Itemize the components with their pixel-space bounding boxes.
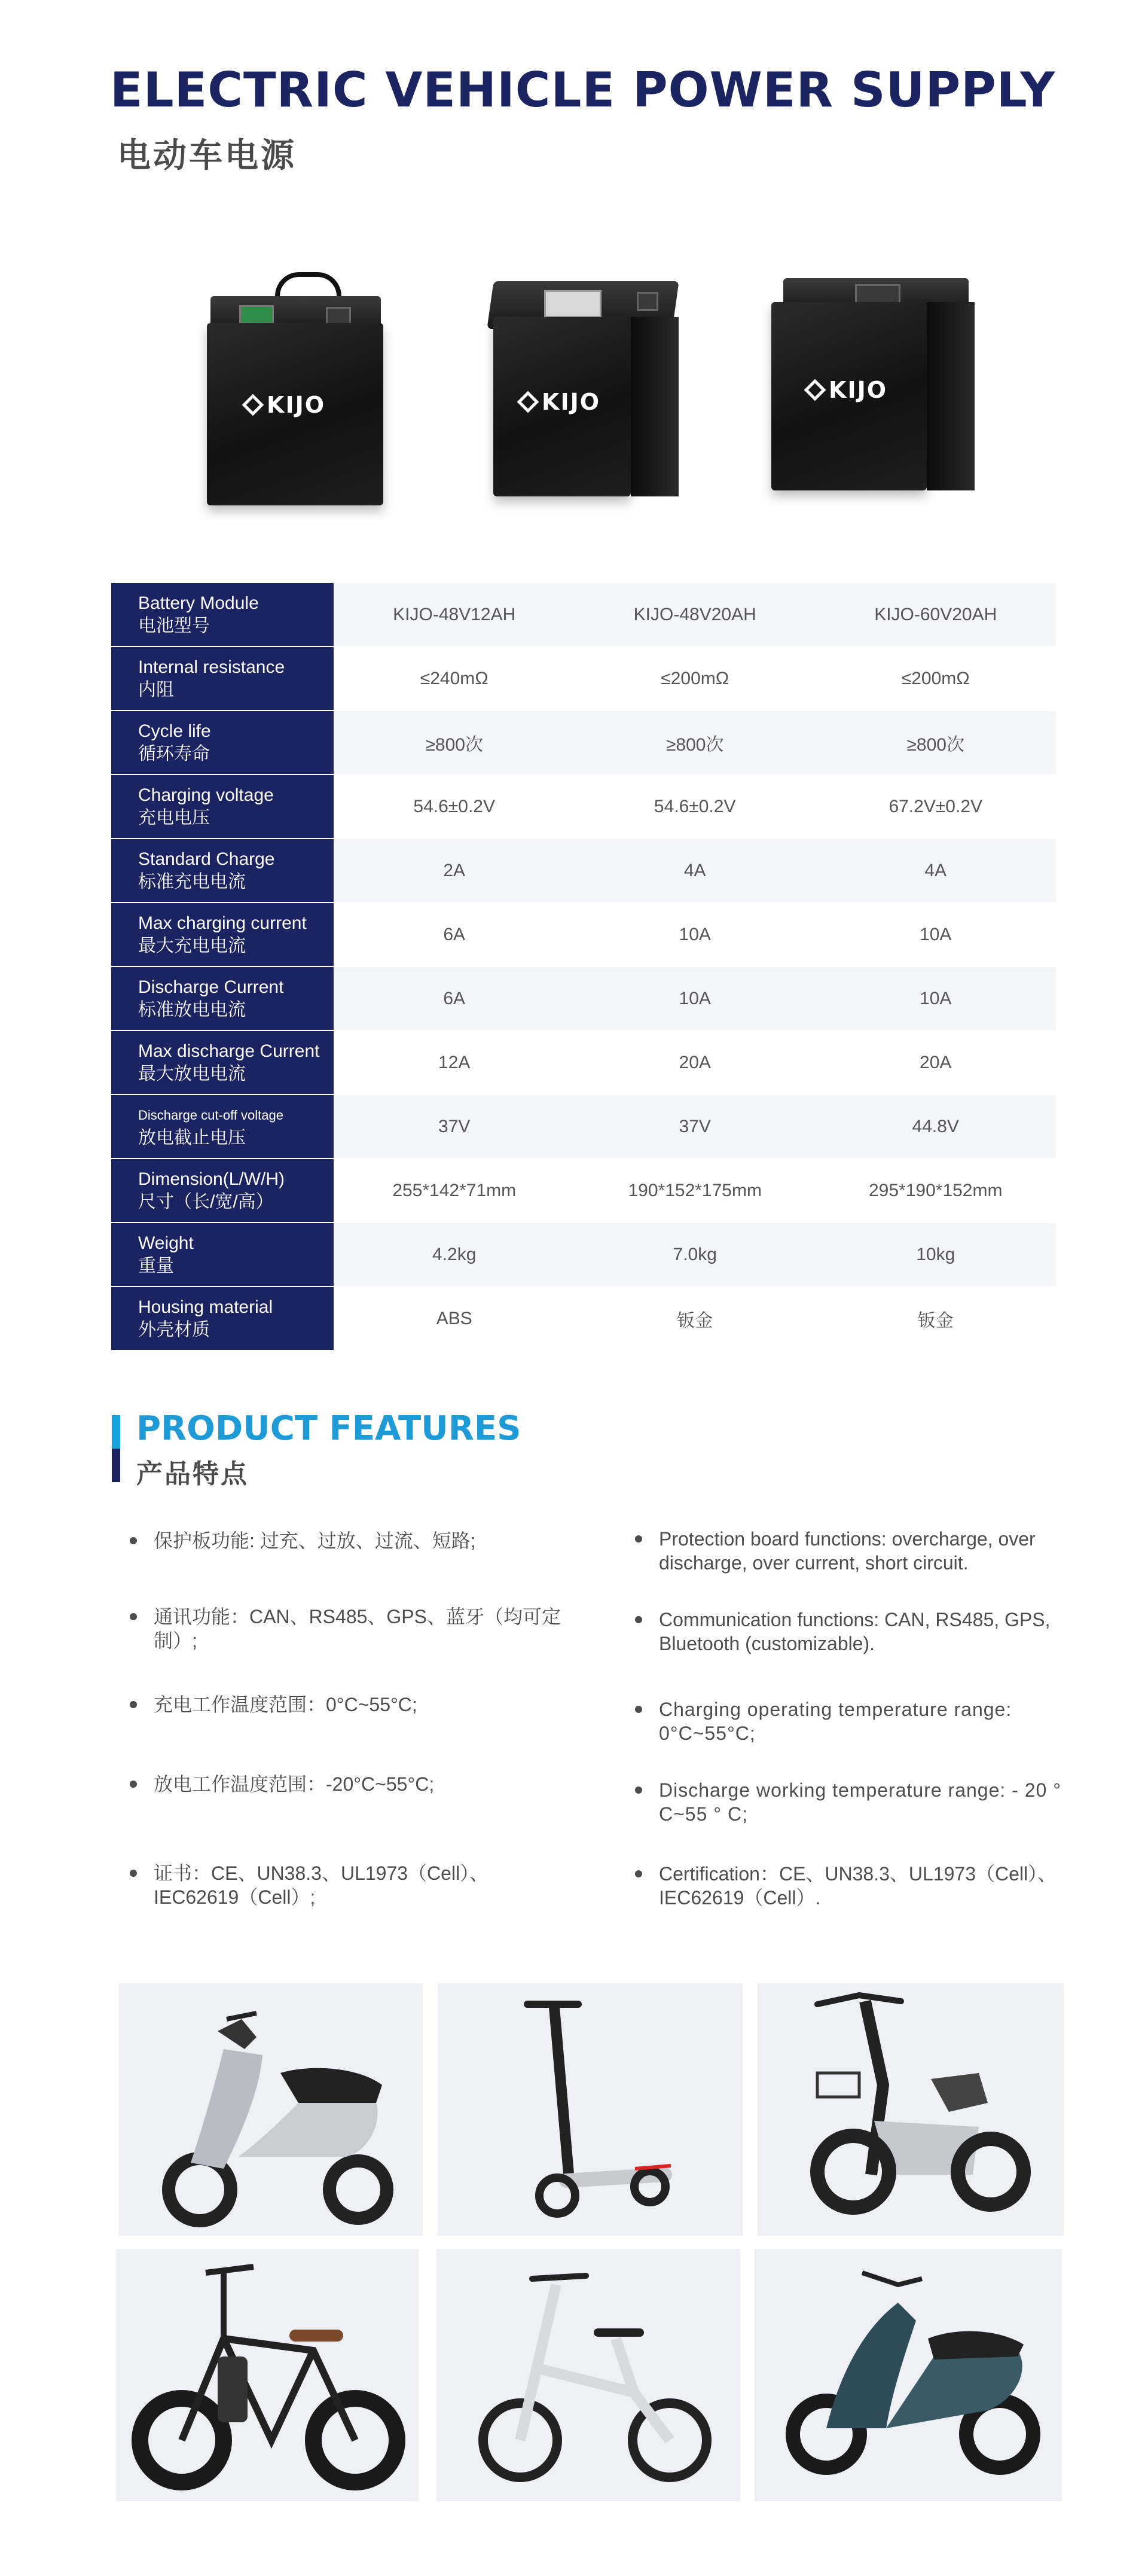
- spec-value: ≤240mΩ: [334, 647, 575, 711]
- page-title: ELECTRIC VEHICLE POWER SUPPLY: [110, 62, 1056, 118]
- spec-label-en: Max charging current: [138, 913, 307, 933]
- spec-label-cn: 充电电压: [138, 807, 210, 828]
- spec-value: 10A: [815, 967, 1056, 1031]
- spec-value: 44.8V: [815, 1095, 1056, 1159]
- spec-value: 7.0kg: [575, 1223, 816, 1287]
- table-row: [111, 1159, 1056, 1223]
- spec-label-cn: 尺寸（长/宽/高）: [138, 1191, 274, 1212]
- table-row: [111, 1223, 1056, 1287]
- spec-value: KIJO-48V12AH: [334, 583, 575, 647]
- spec-label: [111, 1031, 334, 1095]
- spec-value: 10A: [575, 967, 816, 1031]
- feature-en-1: Protection board functions: overcharge, over discharge, over current, short circuit.: [659, 1527, 1065, 1575]
- feature-en-4: Discharge working temperature range: - 20 ° C~55 ° C;: [659, 1778, 1065, 1826]
- spec-label: [111, 775, 334, 839]
- spec-value: 6A: [334, 903, 575, 967]
- spec-label-cn: 电池型号: [138, 615, 210, 636]
- spec-value: 钣金: [815, 1287, 1056, 1351]
- table-row: [111, 583, 1056, 647]
- spec-label: [111, 711, 334, 775]
- spec-label-cn: 外壳材质: [138, 1319, 210, 1340]
- spec-label-cn: 最大放电电流: [138, 1063, 246, 1084]
- spec-value: 190*152*175mm: [575, 1159, 816, 1223]
- kijo-logo-icon: [804, 379, 826, 401]
- spec-label-en: Standard Charge: [138, 849, 275, 869]
- spec-label-en: Dimension(L/W/H): [138, 1169, 285, 1189]
- folding-bike-icon: [436, 2249, 740, 2501]
- spec-table: [111, 583, 1056, 1351]
- spec-label: [111, 1159, 334, 1223]
- kijo-logo-icon: [517, 391, 539, 413]
- bullet-icon: [635, 1535, 642, 1542]
- feature-cn-3: 充电工作温度范围：0°C~55°C;: [154, 1693, 584, 1717]
- spec-label-en: Housing material: [138, 1297, 273, 1317]
- feature-en-2: Communication functions: CAN, RS485, GPS, Bluetooth (customizable).: [659, 1608, 1065, 1656]
- kijo-logo-icon: [242, 394, 264, 416]
- spec-value: KIJO-48V20AH: [575, 583, 816, 647]
- spec-label-en: Internal resistance: [138, 657, 285, 677]
- feature-cn-2: 通讯功能：CAN、RS485、GPS、蓝牙（均可定制）;: [154, 1605, 584, 1653]
- spec-value: 255*142*71mm: [334, 1159, 575, 1223]
- spec-value: 10A: [815, 903, 1056, 967]
- spec-value: 12A: [334, 1031, 575, 1095]
- spec-label: [111, 1287, 334, 1351]
- table-row: [111, 1031, 1056, 1095]
- scooter-icon: [119, 1983, 423, 2236]
- section-accent-bar: [112, 1415, 120, 1482]
- spec-label-en: Charging voltage: [138, 785, 274, 805]
- spec-label: [111, 1095, 334, 1159]
- spec-label-en: Weight: [138, 1233, 194, 1253]
- spec-value: 54.6±0.2V: [334, 775, 575, 839]
- table-row: [111, 711, 1056, 775]
- spec-value: ≤200mΩ: [815, 647, 1056, 711]
- feature-en-5: Certification：CE、UN38.3、UL1973（Cell）、IEC62619（Cell）.: [659, 1862, 1065, 1910]
- spec-value: 2A: [334, 839, 575, 903]
- table-row: [111, 903, 1056, 967]
- bullet-icon: [130, 1701, 137, 1708]
- spec-label-en: Discharge cut-off voltage: [138, 1107, 283, 1123]
- kick-scooter-icon: [438, 1983, 743, 2236]
- spec-label-cn: 最大充电电流: [138, 935, 246, 956]
- spec-value: 10A: [575, 903, 816, 967]
- spec-value: 10kg: [815, 1223, 1056, 1287]
- table-row: [111, 1095, 1056, 1159]
- spec-label: [111, 839, 334, 903]
- bullet-icon: [635, 1616, 642, 1623]
- fat-bike-icon: [116, 2249, 419, 2501]
- spec-label-cn: 标准充电电流: [138, 871, 246, 892]
- battery-product-image-2: [490, 281, 682, 508]
- bullet-icon: [635, 1706, 642, 1713]
- spec-label-cn: 循环寿命: [138, 743, 210, 764]
- table-row: [111, 839, 1056, 903]
- spec-value: 4A: [575, 839, 816, 903]
- spec-label: [111, 1223, 334, 1287]
- feature-cn-5: 证书：CE、UN38.3、UL1973（Cell）、IEC62619（Cell）;: [154, 1861, 572, 1909]
- page-subtitle: 电动车电源: [117, 136, 297, 175]
- motor-scooter-icon: [755, 2249, 1062, 2501]
- bullet-icon: [130, 1781, 137, 1788]
- spec-value: 20A: [575, 1031, 816, 1095]
- feature-cn-4: 放电工作温度范围：-20°C~55°C;: [154, 1772, 584, 1796]
- battery-product-image-3: [771, 278, 975, 493]
- spec-label-en: Discharge Current: [138, 977, 284, 997]
- spec-value: KIJO-60V20AH: [815, 583, 1056, 647]
- spec-label-cn: 放电截止电压: [138, 1127, 246, 1148]
- spec-label: [111, 647, 334, 711]
- spec-label-en: Max discharge Current: [138, 1041, 320, 1061]
- bullet-icon: [635, 1870, 642, 1877]
- spec-label: [111, 967, 334, 1031]
- spec-value: 54.6±0.2V: [575, 775, 816, 839]
- feature-en-3: Charging operating temperature range: 0°C~55°C;: [659, 1697, 1065, 1745]
- battery-logo: KIJO: [520, 389, 600, 415]
- spec-value: 4A: [815, 839, 1056, 903]
- spec-label-cn: 重量: [138, 1255, 174, 1276]
- battery-logo: KIJO: [245, 392, 325, 418]
- table-row: [111, 1287, 1056, 1351]
- bullet-icon: [130, 1613, 137, 1620]
- spec-label: [111, 583, 334, 647]
- spec-value: ≥800次: [575, 711, 816, 775]
- feature-cn-1: 保护板功能: 过充、过放、过流、短路;: [154, 1529, 584, 1553]
- bullet-icon: [130, 1870, 137, 1877]
- spec-value: 钣金: [575, 1287, 816, 1351]
- spec-value: 37V: [334, 1095, 575, 1159]
- battery-logo: KIJO: [807, 377, 887, 403]
- bullet-icon: [635, 1787, 642, 1794]
- moped-icon: [758, 1983, 1064, 2236]
- spec-label-en: Cycle life: [138, 721, 211, 741]
- spec-value: 20A: [815, 1031, 1056, 1095]
- spec-value: 4.2kg: [334, 1223, 575, 1287]
- spec-label-cn: 标准放电电流: [138, 999, 246, 1020]
- features-subtitle: 产品特点: [136, 1459, 249, 1489]
- bullet-icon: [130, 1537, 137, 1544]
- spec-value: ≥800次: [334, 711, 575, 775]
- spec-value: 37V: [575, 1095, 816, 1159]
- spec-label-en: Battery Module: [138, 593, 259, 613]
- table-row: [111, 967, 1056, 1031]
- features-title: PRODUCT FEATURES: [136, 1409, 521, 1448]
- spec-value: 295*190*152mm: [815, 1159, 1056, 1223]
- spec-value: ≥800次: [815, 711, 1056, 775]
- spec-value: ABS: [334, 1287, 575, 1351]
- table-row: [111, 775, 1056, 839]
- table-row: [111, 647, 1056, 711]
- spec-label: [111, 903, 334, 967]
- battery-product-image-1: [203, 272, 386, 508]
- spec-value: ≤200mΩ: [575, 647, 816, 711]
- spec-value: 67.2V±0.2V: [815, 775, 1056, 839]
- spec-value: 6A: [334, 967, 575, 1031]
- spec-label-cn: 内阻: [138, 679, 174, 700]
